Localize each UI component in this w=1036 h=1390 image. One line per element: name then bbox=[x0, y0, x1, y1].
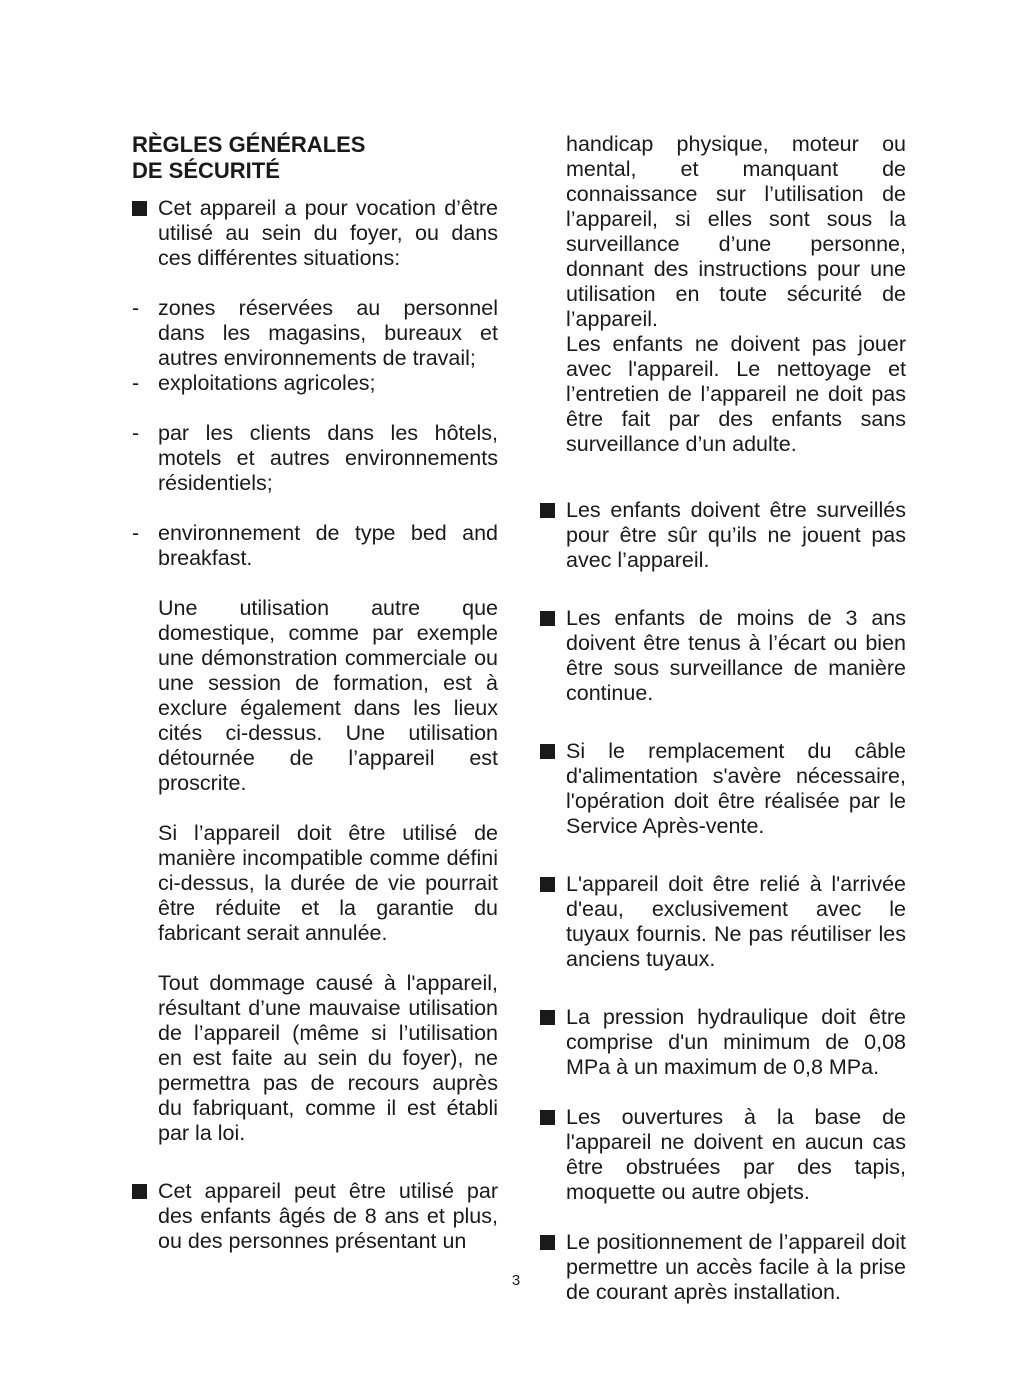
square-bullet-icon bbox=[540, 1010, 555, 1025]
title-line-2: DE SÉCURITÉ bbox=[132, 158, 280, 183]
dash-item-text: par les clients dans les hôtels, motels et autres environnements résidentiels; bbox=[158, 421, 498, 495]
dash-marker: - bbox=[132, 521, 140, 545]
bullet-item-children bbox=[132, 1179, 498, 1254]
right-column bbox=[540, 132, 906, 1305]
bullet-item-text: Si le remplacement du câble d'alimentation s'avère nécessaire, l'opération doit être réalisée par le Service Après-vente. bbox=[566, 739, 906, 838]
section-title bbox=[132, 132, 498, 184]
square-bullet-icon bbox=[540, 1110, 555, 1125]
bullet-item bbox=[540, 1230, 906, 1305]
dash-marker: - bbox=[132, 296, 140, 320]
dash-item-text: exploitations agricoles; bbox=[158, 371, 376, 395]
bullet-item bbox=[540, 1005, 906, 1080]
paragraph-warranty: Si l’appareil doit être utilisé de manière incompatible comme défini ci-dessus, la durée de vie pourrait être réduite et la garantie du fabricant serait annulée. bbox=[158, 821, 498, 945]
page-number: 3 bbox=[511, 1272, 521, 1289]
children-play-text: Les enfants ne doivent pas jouer avec l'appareil. Le nettoyage et l’entretien de l’appareil ne doit pas être fait par des enfants sans surveillance d’un adulte. bbox=[566, 332, 906, 456]
square-bullet-icon bbox=[132, 201, 147, 216]
square-bullet-icon bbox=[540, 611, 555, 626]
children-text-start: Cet appareil peut être utilisé par des enfants âgés de 8 ans et plus, ou des personnes présentant un bbox=[158, 1179, 498, 1253]
bullet-item bbox=[540, 872, 906, 972]
dash-item bbox=[132, 521, 498, 571]
dash-item-text: zones réservées au personnel dans les magasins, bureaux et autres environnements de travail; bbox=[158, 296, 498, 370]
dash-marker: - bbox=[132, 371, 140, 395]
square-bullet-icon bbox=[540, 744, 555, 759]
paragraph-damage: Tout dommage causé à l'appareil, résultant d’une mauvaise utilisation de l’appareil (même si l’utilisation en est faite au sein du foyer), ne permettra pas de recours auprès du fabriquant, comme il est établi par la loi. bbox=[158, 971, 498, 1145]
bullet-item-text: La pression hydraulique doit être comprise d'un minimum de 0,08 MPa à un maximum de 0,8 MPa. bbox=[566, 1005, 906, 1079]
square-bullet-icon bbox=[540, 1235, 555, 1250]
paragraph-non-domestic-use: Une utilisation autre que domestique, comme par exemple une démonstration commerciale ou une session de formation, est à exclure également dans les lieux cités ci-dessus. Une utilisation détournée de l’appareil est proscrite. bbox=[158, 596, 498, 795]
dash-item bbox=[132, 371, 498, 396]
bullet-item bbox=[540, 1105, 906, 1205]
square-bullet-icon bbox=[540, 503, 555, 518]
dash-marker: - bbox=[132, 421, 140, 445]
title-line-1: RÈGLES GÉNÉRALES bbox=[132, 132, 366, 157]
square-bullet-icon bbox=[132, 1184, 147, 1199]
bullet-item bbox=[540, 739, 906, 839]
bullet-item-text: Les enfants de moins de 3 ans doivent être tenus à l’écart ou bien être sous surveillance de manière continue. bbox=[566, 606, 906, 705]
intro-text: Cet appareil a pour vocation d’être utilisé au sein du foyer, ou dans ces différentes situations: bbox=[158, 196, 498, 270]
dash-item bbox=[132, 421, 498, 496]
left-column bbox=[132, 132, 498, 1254]
children-text-continued: handicap physique, moteur ou mental, et manquant de connaissance sur l’utilisation de l’appareil, si elles sont sous la surveillance d’une personne, donnant des instructions pour une utilisation en toute sécurité de l’appareil. bbox=[566, 132, 906, 331]
bullet-item bbox=[540, 498, 906, 573]
dash-item-text: environnement de type bed and breakfast. bbox=[158, 521, 498, 570]
bullet-item-text: L'appareil doit être relié à l'arrivée d'eau, exclusivement avec le tuyaux fournis. Ne pas réutiliser les anciens tuyaux. bbox=[566, 872, 906, 971]
dash-item bbox=[132, 296, 498, 371]
bullet-item-text: Les enfants doivent être surveillés pour être sûr qu’ils ne jouent pas avec l’appareil. bbox=[566, 498, 906, 572]
square-bullet-icon bbox=[540, 877, 555, 892]
bullet-item-intro bbox=[132, 196, 498, 271]
bullet-item bbox=[540, 606, 906, 706]
bullet-item-text: Les ouvertures à la base de l'appareil ne doivent en aucun cas être obstruées par des tapis, moquette ou autre objets. bbox=[566, 1105, 906, 1204]
bullet-item-text: Le positionnement de l’appareil doit permettre un accès facile à la prise de courant après installation. bbox=[566, 1230, 906, 1304]
